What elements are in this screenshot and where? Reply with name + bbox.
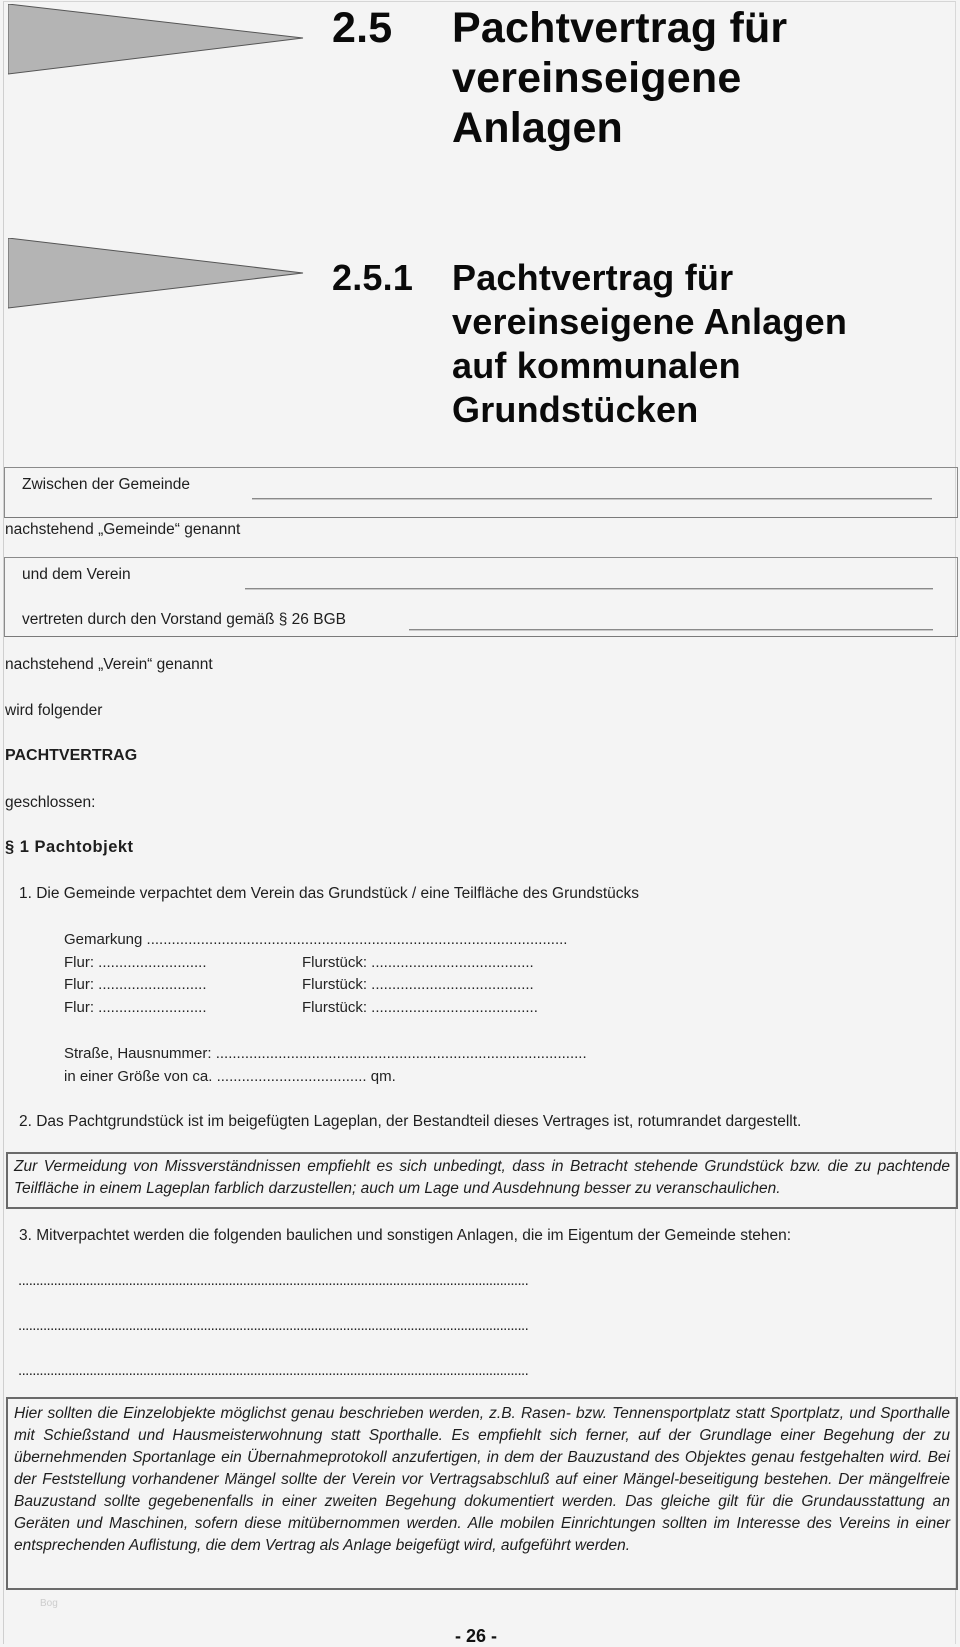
flur-field[interactable]: Flur: ..........................: [64, 999, 207, 1016]
strasse-field[interactable]: Straße, Hausnummer: .........................................................................................: [64, 1045, 587, 1062]
gemeinde-label: Zwischen der Gemeinde: [22, 476, 190, 493]
vorstand-label: vertreten durch den Vorstand gemäß § 26 BGB: [22, 611, 346, 628]
note-text: Hier sollten die Einzelobjekte möglichst genau beschrieben werden, z.B. Rasen- bzw. Tennensportplatz statt Sportplatz, und Sporthalle mit Schießstand und Hausmeisterwohnung statt Sporthalle. Es empfiehlt sich ferner, auf der Grundlage einer Begehung der zu übernehmenden Sportanlage ein Übernahmeprotokoll anzufertigen, in dem der Bauzustand des Objektes genau festgehalten wird. Bei der Feststellung vorhandener Mängel sollte der Verein vor Vertragsabschluß auf einer Mängel-beseitigung bestehen. Der mängelfreie Bauzustand sollte gegebenenfalls in einer zweiten Begehung dokumentiert werden. Das gleiche gilt für die Grundausstattung an Geräten und Maschinen, sofern diese mitübernommen werden. Alle mobilen Einrichtungen sollten im Interesse des Vereins in einer entsprechenden Auflistung, die dem Vertrag als Anlage beigefügt wird, aufgeführt werden.: [14, 1405, 950, 1554]
vorstand-input-line[interactable]: [409, 629, 933, 631]
subheading-line: Pachtvertrag für: [452, 257, 734, 298]
heading-line: Anlagen: [452, 104, 624, 152]
item-3-text: 3. Mitverpachtet werden die folgenden baulichen und sonstigen Anlagen, die im Eigentum der Gemeinde stehen:: [19, 1227, 792, 1244]
subheading-line: auf kommunalen: [452, 345, 741, 386]
note-box-einzelobjekte: [6, 1397, 958, 1590]
item-1-text: 1. Die Gemeinde verpachtet dem Verein das Grundstück / eine Teilfläche des Grundstücks: [19, 885, 640, 902]
item-2-text: 2. Das Pachtgrundstück ist im beigefügten Lageplan, der Bestandteil dieses Vertrages ist, rotumrandet dargestellt.: [19, 1113, 802, 1130]
note-text: Zur Vermeidung von Missverständnissen empfiehlt es sich unbedingt, dass in Betracht stehende Grundstück bzw. die zu pachtende Teilfläche in einem Lageplan farblich darzustellen; auch um Lage und Ausdehnung besser zu veranschaulichen.: [14, 1158, 950, 1197]
heading-line: Pachtvertrag für: [452, 4, 788, 52]
subheading-line: Grundstücken: [452, 389, 699, 430]
flur-field[interactable]: Flur: ..........................: [64, 976, 207, 993]
verein-label: und dem Verein: [22, 566, 131, 583]
groesse-field[interactable]: in einer Größe von ca. .................................... qm.: [64, 1068, 396, 1085]
anlagen-line-field[interactable]: ...............................................................................................................................................: [18, 1272, 529, 1289]
contract-title: PACHTVERTRAG: [5, 747, 138, 764]
intro-text: wird folgender: [5, 702, 103, 719]
page-number: - 26 -: [455, 1626, 498, 1646]
pennant-arrow-icon: [8, 238, 308, 310]
flur-field[interactable]: Flur: ..........................: [64, 954, 207, 971]
section-title: § 1 Pachtobjekt: [5, 838, 134, 856]
gemeinde-input-line[interactable]: [252, 498, 932, 500]
heading-line: vereinseigene: [452, 54, 742, 102]
subheading-line: vereinseigene Anlagen: [452, 301, 848, 342]
verein-named-text: nachstehend „Verein“ genannt: [5, 656, 213, 673]
concluded-text: geschlossen:: [5, 794, 96, 811]
document-page: [3, 1, 956, 1644]
pennant-arrow-icon: [8, 4, 308, 76]
verein-input-line[interactable]: [245, 588, 933, 590]
subheading-number: 2.5.1: [332, 257, 414, 298]
flurstueck-field[interactable]: Flurstück: .......................................: [302, 976, 534, 993]
flurstueck-field[interactable]: Flurstück: ........................................: [302, 999, 538, 1016]
flurstueck-field[interactable]: Flurstück: .......................................: [302, 954, 534, 971]
faint-watermark: Bog: [40, 1598, 58, 1609]
anlagen-line-field[interactable]: ...............................................................................................................................................: [18, 1362, 529, 1379]
gemeinde-named-text: nachstehend „Gemeinde“ genannt: [5, 521, 241, 538]
heading-title: [452, 6, 787, 151]
subheading-title: [452, 256, 847, 432]
gemarkung-field[interactable]: Gemarkung .....................................................................................................: [64, 931, 568, 948]
note-box-lageplan: [6, 1152, 958, 1209]
anlagen-line-field[interactable]: ...............................................................................................................................................: [18, 1317, 529, 1334]
heading-number: 2.5: [332, 4, 393, 52]
